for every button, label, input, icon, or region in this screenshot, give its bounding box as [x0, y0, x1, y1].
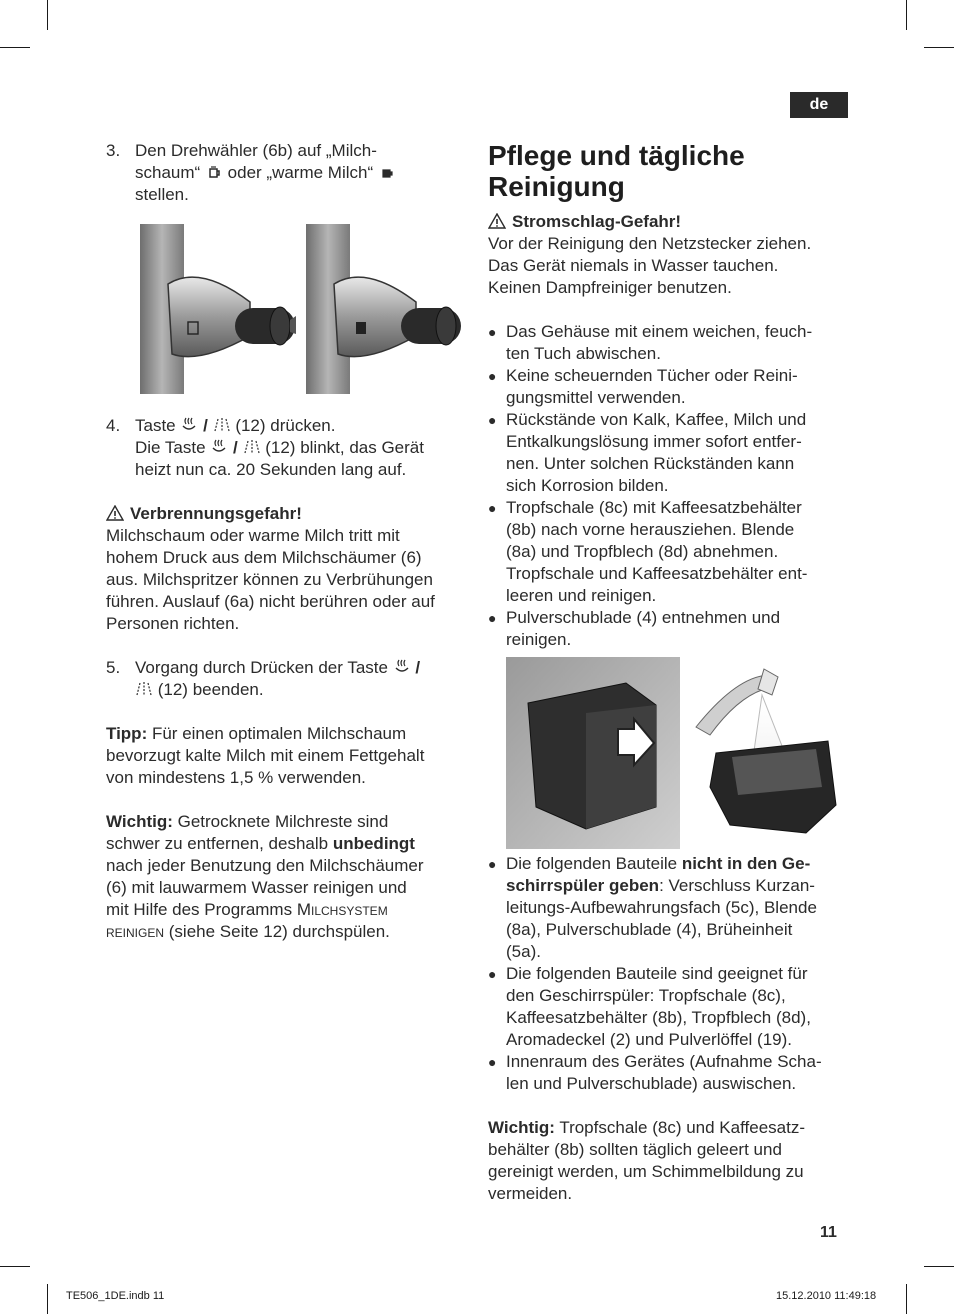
important-block-left: Wichtig: Getrocknete Milchreste sind schwer zu entfernen, deshalb unbedingt nach jeder Benutzung den Milchschäumer (6) mit lauwarmem Wasser reinigen und mit Hilfe des Programms Milchsystem reinigen (siehe Seite 12) durchspülen.: [106, 812, 424, 941]
hot-water-icon: [243, 439, 261, 455]
crop-mark: [906, 0, 907, 30]
left-column: [106, 140, 466, 943]
steam-icon: [393, 659, 411, 675]
drip-tray-drawing: [506, 657, 852, 849]
page-number: 11: [820, 1224, 837, 1241]
step-5: 5. Vorgang durch Drücken der Taste / (12) beenden.: [106, 658, 421, 699]
warning-triangle-icon: [488, 213, 506, 229]
warning-triangle-icon: [106, 505, 124, 521]
warm-milk-icon: [378, 164, 396, 180]
step-3: 3. Den Drehwähler (6b) auf „Milch- schaum“ oder „warme Milch“ stellen.: [106, 140, 466, 206]
step-4: 4. Taste / (12) drücken. Die Taste / (12) blinkt, das Gerät heizt nun ca. 20 Sekunden lang auf.: [106, 416, 424, 479]
list-item: ● Rückstände von Kalk, Kaffee, Milch und Entkalkungslösung immer sofort entfer- nen. Unter solchen Rückständen kann sich Korrosion bilden.: [488, 409, 852, 497]
list-item: ● Keine scheuernden Tücher oder Reini- gungsmittel verwenden.: [488, 365, 852, 409]
hot-water-icon: [213, 417, 231, 433]
frother-dial-drawing: [140, 224, 462, 394]
crop-mark: [924, 47, 954, 48]
footer-timestamp: 15.12.2010 11:49:18: [776, 1290, 877, 1302]
crop-mark: [906, 1284, 907, 1314]
crop-mark: [924, 1266, 954, 1267]
section-title: Pflege und tägliche Reinigung: [488, 140, 745, 202]
list-item: ● Die folgenden Bauteile nicht in den Ge- schirrspüler geben: Verschluss Kurzan- leitungs-Aufbewahrungsfach (5c), Blende (8a), Pulverschublade (4), Brüheinheit (5a).: [488, 853, 852, 963]
list-item: ● Das Gehäuse mit einem weichen, feuch- ten Tuch abwischen.: [488, 321, 852, 365]
milk-foam-icon: [205, 164, 223, 180]
program-name: reinigen: [106, 922, 165, 941]
frother-dial-illustration: [140, 224, 462, 394]
footer-file-info: TE506_1DE.indb 11: [66, 1290, 165, 1302]
hot-water-icon: [135, 681, 153, 697]
list-item: ● Innenraum des Gerätes (Aufnahme Scha- len und Pulverschublade) auswischen.: [488, 1051, 852, 1095]
list-item: ● Pulverschublade (4) entnehmen und reinigen.: [488, 607, 852, 651]
steam-icon: [180, 417, 198, 433]
list-item: ● Die folgenden Bauteile sind geeignet für den Geschirrspüler: Tropfschale (8c), Kaffeesatzbehälter (8b), Tropfblech (8d), Aromadeckel (2) und Pulverlöffel (19).: [488, 963, 852, 1051]
tip-block: Tipp: Für einen optimalen Milchschaum bevorzugt kalte Milch mit einem Fettgehalt von mindestens 1,5 % verwenden.: [106, 724, 425, 787]
crop-mark: [0, 1266, 30, 1267]
steam-icon: [210, 439, 228, 455]
cleaning-illustration: [506, 657, 852, 849]
right-column: [488, 140, 852, 1205]
shock-warning: Stromschlag-Gefahr! Vor der Reinigung den Netzstecker ziehen. Das Gerät niemals in Wasser tauchen. Keinen Dampfreiniger benutzen.: [488, 212, 812, 297]
crop-mark: [47, 1284, 48, 1314]
crop-mark: [0, 47, 30, 48]
important-block-right: Wichtig: Tropfschale (8c) und Kaffeesatz- behälter (8b) sollten täglich geleert und gereinigt werden, um Schimmelbildung zu vermeiden.: [488, 1118, 805, 1203]
program-name: Milchsystem: [296, 900, 388, 919]
crop-mark: [47, 0, 48, 30]
language-tag: de: [790, 92, 848, 118]
burn-warning: Verbrennungsgefahr! Milchschaum oder warme Milch tritt mit hohem Druck aus dem Milchschäumer (6) aus. Milchspritzer können zu Verbrühungen führen. Auslauf (6a) nicht berühren oder auf Personen richten.: [106, 504, 435, 633]
list-item: ● Tropfschale (8c) mit Kaffeesatzbehälter (8b) nach vorne herausziehen. Blende (8a) und Tropfblech (8d) abnehmen. Tropfschale und Kaffeesatzbehälter ent- leeren und reinigen.: [488, 497, 852, 607]
